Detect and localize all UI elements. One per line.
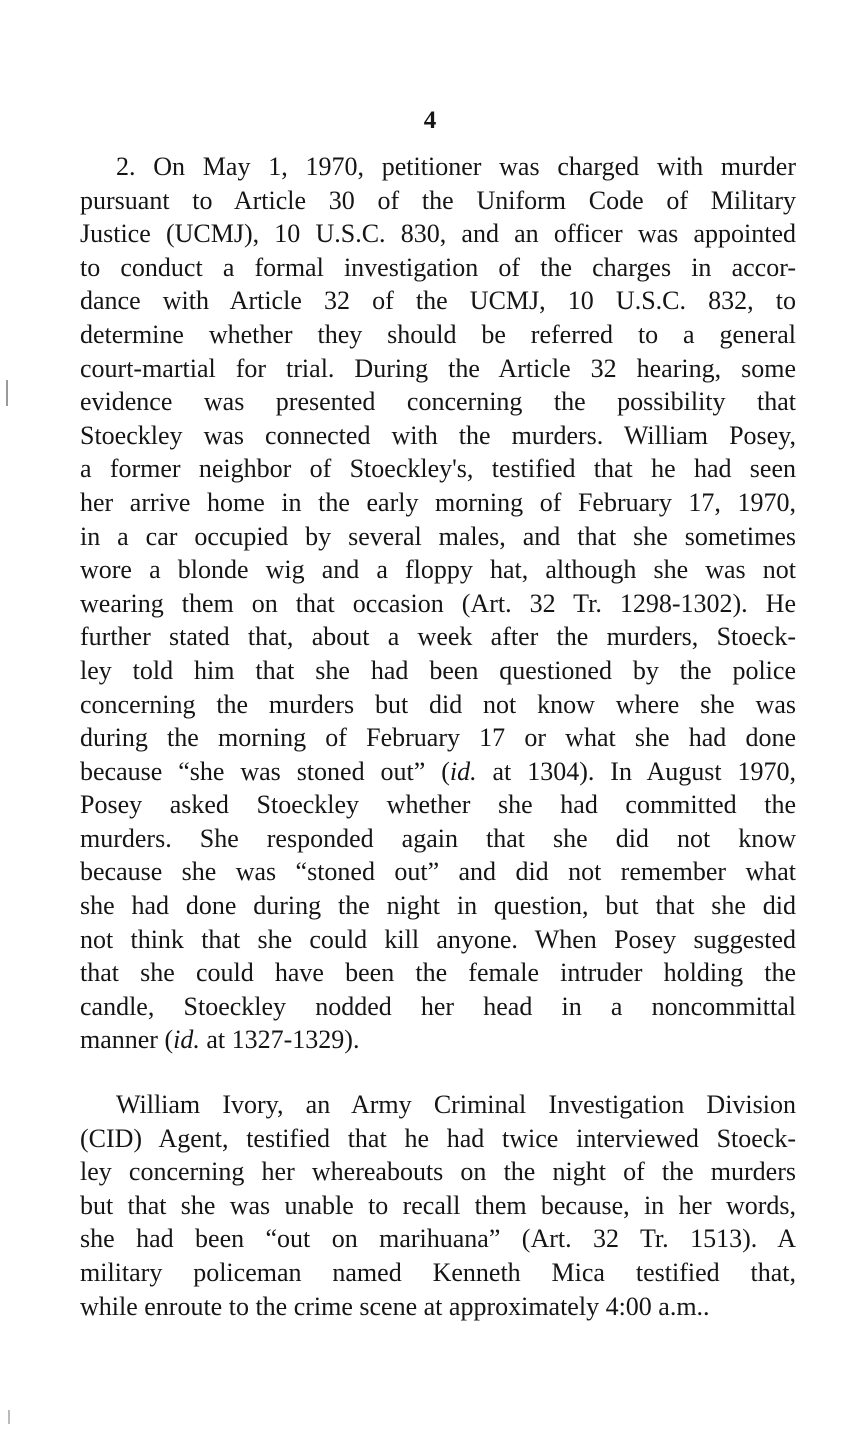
text-line: Stoeckley was connected with the murders. William Posey, [80,420,796,450]
text-line: murders. She responded again that she did not know [80,823,796,853]
text-line: dance with Article 32 of the UCMJ, 10 U.S.C. 832, to [80,286,796,316]
text-line: because “she was stoned out” (id. at 1304). In August 1970, [80,756,796,786]
text-line: ley told him that she had been questioned by the police [80,655,796,685]
page-body [80,150,796,1323]
scan-mark [8,1410,10,1424]
citation-id: id. [449,756,477,786]
text-line: Justice (UCMJ), 10 U.S.C. 830, and an officer was appointed [80,219,796,249]
text-line: determine whether they should be referred to a general [80,319,796,349]
text-line: she had done during the night in question, but that she did [80,891,796,921]
text-line: because she was “stoned out” and did not remember what [80,857,796,887]
text-line: not think that she could kill anyone. When Posey suggested [80,924,796,954]
text-line: evidence was presented concerning the possibility that [80,387,796,417]
text-line: but that she was unable to recall them because, in her words, [80,1190,796,1220]
text-line: William Ivory, an Army Criminal Investigation Division [116,1090,796,1120]
text-line: (CID) Agent, testified that he had twice interviewed Stoeck- [80,1123,796,1153]
text-line: 2. On May 1, 1970, petitioner was charged with murder [116,152,796,181]
text-line: during the morning of February 17 or what she had done [80,723,796,753]
text-line: while enroute to the crime scene at approximately 4:00 a.m.. [80,1291,710,1321]
citation-id: id. [173,1025,200,1055]
text-line: pursuant to Article 30 of the Uniform Code of Military [80,185,796,215]
text-line: ley concerning her whereabouts on the night of the murders [80,1157,796,1187]
text-line: she had been “out on marihuana” (Art. 32 Tr. 1513). A [80,1224,796,1254]
text-line: court-martial for trial. During the Article 32 hearing, some [80,353,796,383]
paragraph-ivory-testimony [80,1088,796,1323]
text-line: military policeman named Kenneth Mica testified that, [80,1258,796,1287]
text-line: a former neighbor of Stoeckley's, testified that he had seen [80,454,796,484]
text-line: further stated that, about a week after the murders, Stoeck- [80,622,796,652]
text-line: concerning the murders but did not know where she was [80,689,796,719]
text-line: to conduct a formal investigation of the charges in accor- [80,252,796,282]
text-line: that she could have been the female intruder holding the [80,958,796,988]
text-line: wearing them on that occasion (Art. 32 Tr. 1298-1302). He [80,588,796,618]
text-line: candle, Stoeckley nodded her head in a noncommittal [80,991,796,1021]
text-line: manner (id. at 1327-1329). [80,1025,360,1055]
text-line: Posey asked Stoeckley whether she had committed the [80,790,796,820]
text-line: in a car occupied by several males, and that she sometimes [80,521,796,551]
text-line: her arrive home in the early morning of February 17, 1970, [80,487,796,517]
text-line: wore a blonde wig and a floppy hat, although she was not [80,555,796,585]
paragraph-footnote-2 [80,150,796,1057]
page-number: 4 [423,107,437,134]
scan-mark [6,380,8,406]
paragraph-gap [80,1057,796,1088]
